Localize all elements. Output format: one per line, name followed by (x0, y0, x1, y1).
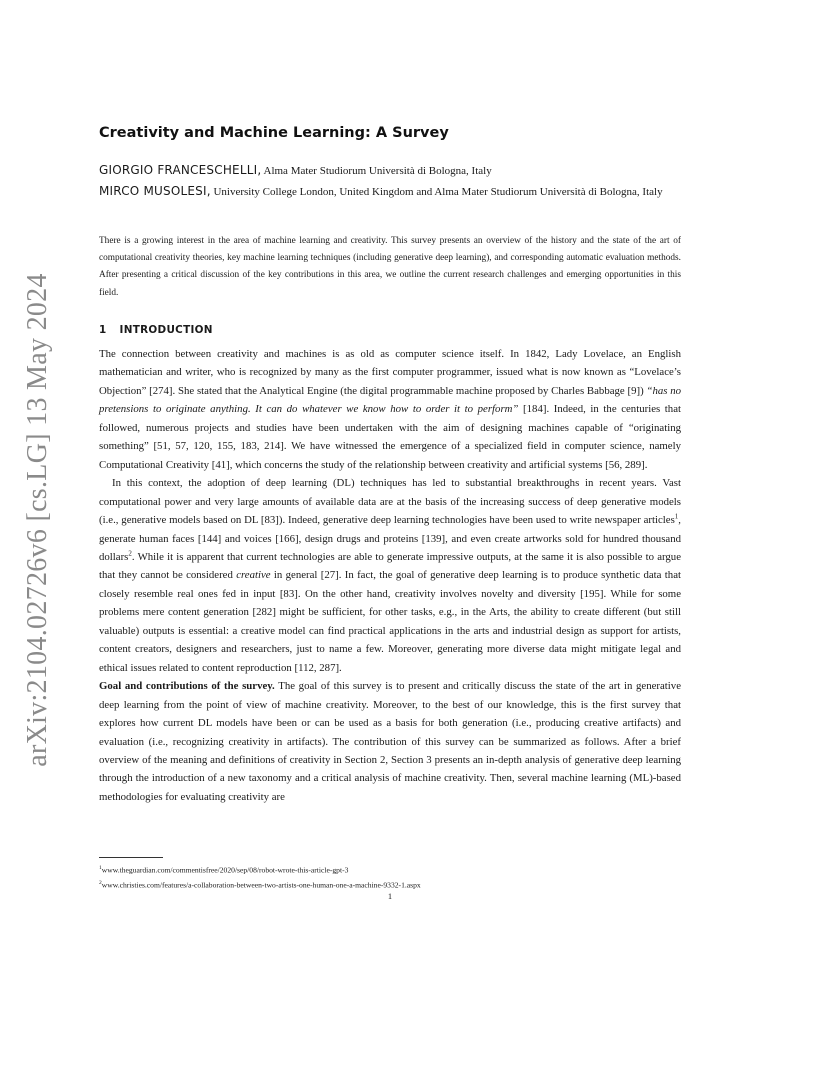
footnote-mark: 1 (99, 865, 102, 871)
paragraph-text: The goal of this survey is to present and critically discuss the state of the art in generative deep learning from the point of view of machine creativity. Moreover, to the best of our knowledge, this is the first survey that explores how current DL models have been or can be used as a basis for both generation (i.e., producing creative artifacts) and evaluation (i.e., recognizing creativity in artifacts). The contribution of this survey can be summarized as follows. After a brief overview of the meaning and definitions of creativity in Section 2, Section 3 presents an in-depth analysis of generative deep learning through the introduction of a new taxonomy and a critical analysis of machine creativity. Then, several machine learning (ML)-based methodologies for evaluating creativity are (99, 680, 681, 803)
footnote-marker[interactable]: 1 (674, 512, 679, 521)
paragraph-2 (99, 474, 681, 677)
arxiv-identifier-text: arXiv:2104.02726v6 [cs.LG] 13 May 2024 (22, 273, 53, 767)
author-name: MIRCO MUSOLESI, (99, 184, 211, 198)
section-heading (99, 324, 213, 336)
paragraph-1 (99, 345, 681, 474)
footnote-marker[interactable]: 2 (128, 549, 132, 558)
paragraph-3 (99, 677, 681, 806)
paragraph-text: . While it is apparent that current technologies are able to generate impressive outputs, at the same it is also possible to argue that they cannot be considered (99, 550, 681, 582)
section-number: 1 (99, 324, 107, 336)
footnote-link[interactable]: www.theguardian.com/commentisfree/2020/sep/08/robot-wrote-this-article-gpt-3 (101, 865, 349, 875)
author-line-2 (99, 180, 681, 203)
footnote-link[interactable]: www.christies.com/features/a-collaboration-between-two-artists-one-human-one-a-machine-9332-1.aspx (101, 880, 421, 890)
paragraph-text: , generate human faces [144] and voices [166], design drugs and proteins [139], and even create artworks sold for hundred thousand dollars (99, 514, 681, 563)
paragraph-text: In this context, the adoption of deep learning (DL) techniques has led to substantial breakthroughs in recent years. Vast computational power and very large amounts of available data are at the basis of the increasing success of deep generative models (i.e., generative models based on DL [83]). Indeed, generative deep learning technologies have been used to write newspaper articles (99, 477, 681, 527)
author-name: GIORGIO FRANCESCHELLI, (99, 163, 262, 177)
quote-text: “has no pretensions to originate anything. It can do whatever we know how to order it to perform” (99, 384, 682, 416)
paragraph-text: [184]. Indeed, in the centuries that followed, numerous projects and studies have been undertaken with the aim of designing machines capable of “originating something” [51, 57, 120, 155, 183, 214]. We have witnessed the emergence of a specialized field in computer science, namely Computational Creativity [41], which concerns the study of the relationship between creativity and artificial systems [56, 289]. (99, 403, 681, 471)
footnote-mark: 2 (99, 879, 102, 886)
footnote-1 (99, 862, 681, 877)
paragraph-text: in general [27]. In fact, the goal of generative deep learning is to produce synthetic data that closely resemble real ones fed in input [83]. On the other hand, creativity involves novelty and diversity [195]. While for some problems mere content generation [282] might be sufficient, for other tasks, e.g., in the Arts, the ability to create different (but still valuable) outputs is essential: a creative model can find practical applications in the arts and industrial design as support for artists, content creators, designers and researchers, just to name a few. Moreover, generating more diverse data might mitigate legal and ethical issues related to content reproduction [112, 287]. (99, 569, 681, 674)
page-number: 1 (387, 891, 393, 901)
author-affiliation: University College London, United Kingdom and Alma Mater Studiorum Università di Bologna, Italy (210, 186, 663, 198)
section-title: INTRODUCTION (119, 324, 213, 336)
footnotes (99, 862, 681, 891)
emphasis-text: creative (236, 569, 271, 582)
paragraph-heading: Goal and contributions of the survey. (99, 680, 275, 693)
footnote-2 (99, 877, 681, 892)
author-affiliation: Alma Mater Studiorum Università di Bologna, Italy (261, 165, 492, 177)
abstract: There is a growing interest in the area of machine learning and creativity. This survey presents an overview of the history and the state of the art of computational creativity theories, key machine learning techniques (including generative deep learning), and corresponding automatic evaluation methods. After presenting a critical discussion of the key contributions in this area, we outline the current research challenges and emerging opportunities in this field. (99, 236, 681, 298)
footnote-divider (99, 857, 163, 858)
paragraph-text: The connection between creativity and machines is as old as computer science itself. In 1842, Lady Lovelace, an English mathematician and writer, who is recognized by many as the first computer programmer, issued what is now known as “Lovelace’s Objection” [274]. She stated that the Analytical Engine (the digital programmable machine proposed by Charles Babbage [9]) (99, 348, 681, 397)
body-text (99, 345, 681, 806)
paper-title: Creativity and Machine Learning: A Survey (99, 125, 449, 141)
author-line-1 (99, 159, 681, 182)
